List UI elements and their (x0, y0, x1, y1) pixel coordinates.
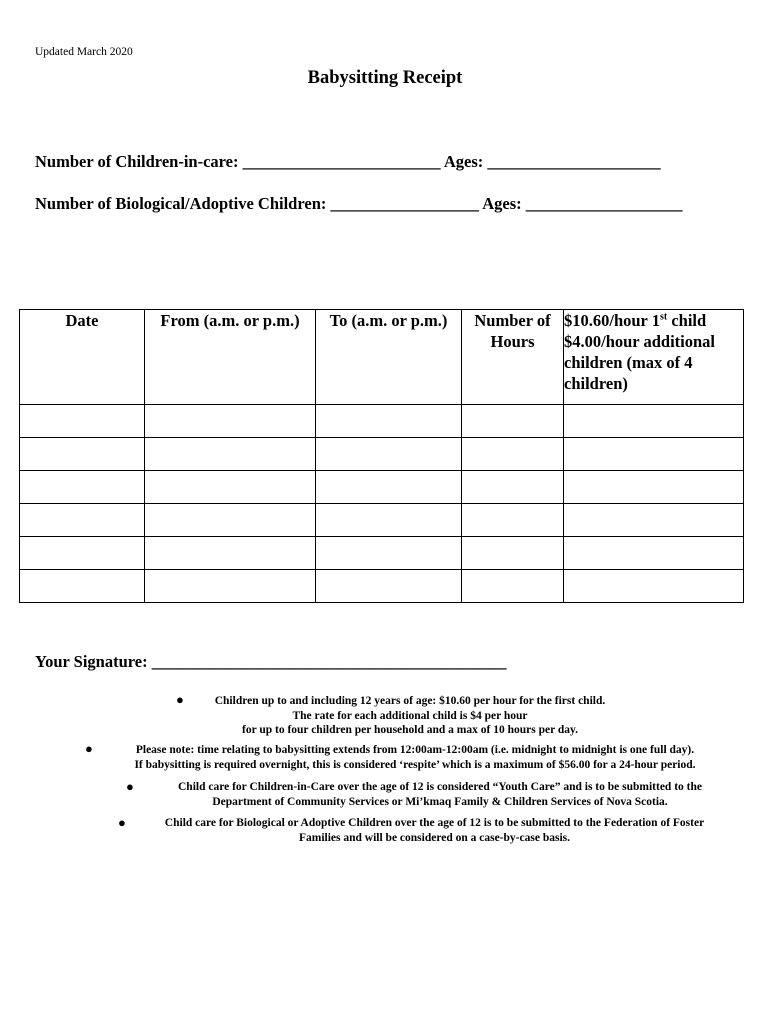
cell-date[interactable] (20, 405, 145, 438)
table-row (20, 504, 744, 537)
cell-from[interactable] (145, 570, 316, 603)
cell-hours[interactable] (462, 570, 564, 603)
table-row (20, 438, 744, 471)
cell-date[interactable] (20, 504, 145, 537)
cell-rate[interactable] (564, 537, 744, 570)
cell-rate[interactable] (564, 438, 744, 471)
cell-rate[interactable] (564, 504, 744, 537)
cell-from[interactable] (145, 438, 316, 471)
table-row (20, 537, 744, 570)
table-row (20, 471, 744, 504)
bullet-icon: ● (176, 692, 184, 707)
bullet-icon: ● (85, 741, 93, 756)
header-rate: $10.60/hour 1st child $4.00/hour additional children (max of 4 children) (564, 310, 744, 405)
cell-from[interactable] (145, 504, 316, 537)
receipt-table (19, 309, 744, 603)
note-foster-families: Child care for Biological or Adoptive Children over the age of 12 is to be submitted to the Federation of Foster Families and will be considered on a case-by-case basis. (164, 817, 705, 844)
note-time: Please note: time relating to babysitting extends from 12:00am-12:00am (i.e. midnight to midnight is one full day). If babysitting is required overnight, this is considered ‘respite’ which is a maximum of $56.00 for a 24-hour period. (134, 744, 696, 771)
cell-date[interactable] (20, 570, 145, 603)
cell-to[interactable] (316, 504, 462, 537)
cell-rate[interactable] (564, 405, 744, 438)
bullet-icon: ● (118, 815, 126, 830)
bio-adoptive-children-field: Number of Biological/Adoptive Children: __________________ Ages: ___________________ (35, 194, 683, 213)
signature-field: Your Signature: ___________________________________________ (35, 652, 507, 671)
note-rates: Children up to and including 12 years of age: $10.60 per hour for the first child. The rate for each additional child is $4 per hour for up to four children per household and a max of 10 hours per day. (214, 695, 606, 736)
header-date: Date (20, 310, 145, 405)
table-row (20, 405, 744, 438)
cell-rate[interactable] (564, 471, 744, 504)
bullet-icon: ● (126, 779, 134, 794)
cell-date[interactable] (20, 471, 145, 504)
children-in-care-field: Number of Children-in-care: ________________________ Ages: _____________________ (35, 152, 661, 171)
cell-to[interactable] (316, 537, 462, 570)
note-youth-care: Child care for Children-in-Care over the age of 12 is considered “Youth Care” and is to be submitted to the Department of Community Services or Mi’kmaq Family & Children Services of Nova Scotia. (178, 781, 702, 808)
document-title: Babysitting Receipt (307, 68, 463, 88)
cell-rate[interactable] (564, 570, 744, 603)
table-row (20, 570, 744, 603)
cell-to[interactable] (316, 438, 462, 471)
cell-hours[interactable] (462, 504, 564, 537)
cell-date[interactable] (20, 537, 145, 570)
table-header-row (20, 310, 744, 405)
cell-to[interactable] (316, 405, 462, 438)
header-from: From (a.m. or p.m.) (145, 310, 316, 405)
cell-date[interactable] (20, 438, 145, 471)
header-hours: Number of Hours (462, 310, 564, 405)
cell-hours[interactable] (462, 438, 564, 471)
cell-hours[interactable] (462, 405, 564, 438)
cell-from[interactable] (145, 471, 316, 504)
cell-hours[interactable] (462, 537, 564, 570)
updated-date: Updated March 2020 (35, 46, 133, 58)
header-to: To (a.m. or p.m.) (316, 310, 462, 405)
cell-hours[interactable] (462, 471, 564, 504)
cell-from[interactable] (145, 537, 316, 570)
cell-to[interactable] (316, 471, 462, 504)
cell-from[interactable] (145, 405, 316, 438)
cell-to[interactable] (316, 570, 462, 603)
